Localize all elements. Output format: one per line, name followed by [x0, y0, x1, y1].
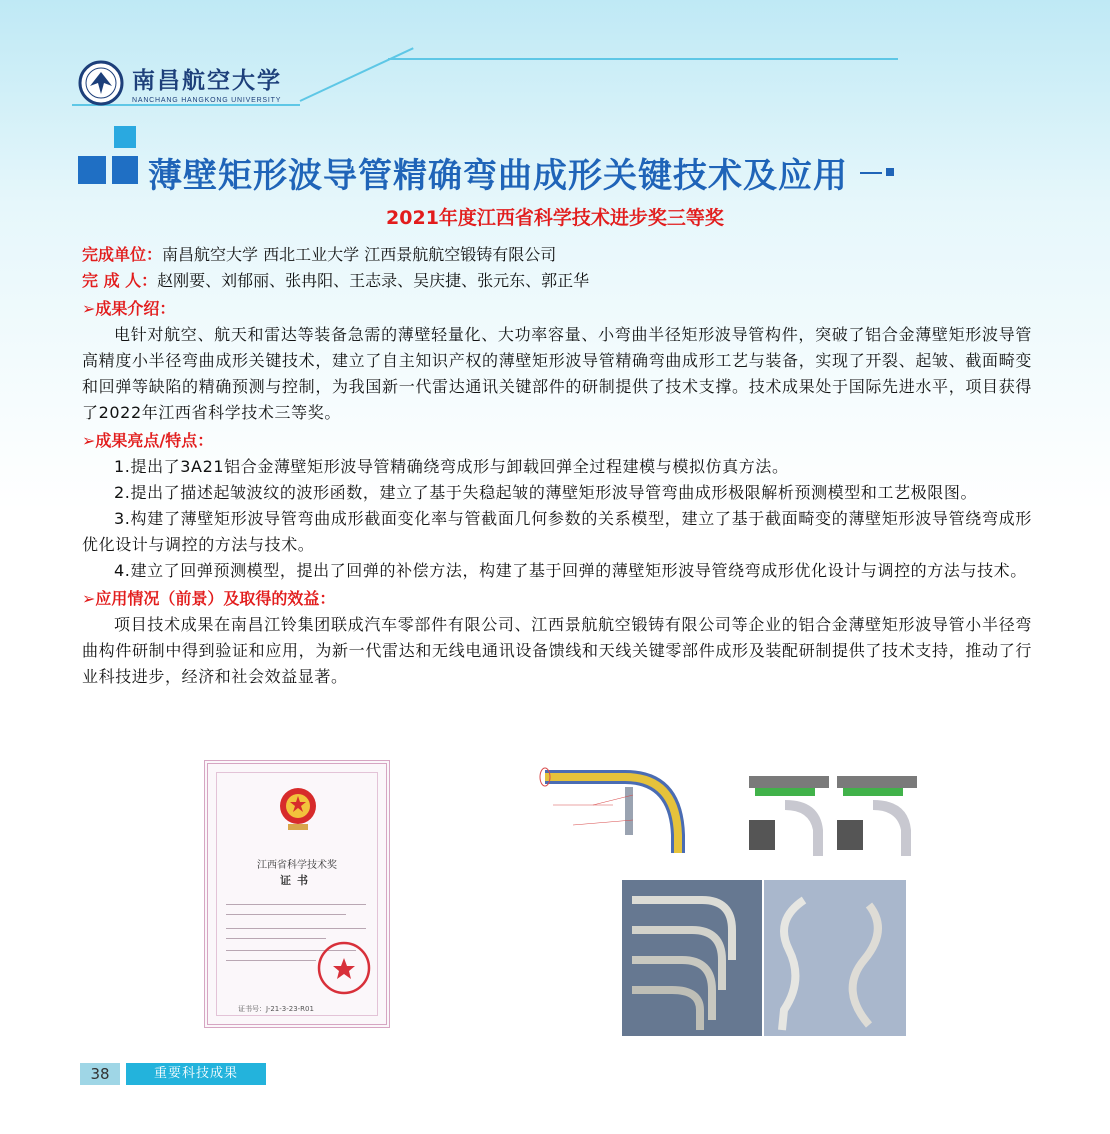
- certificate-text-line: [226, 960, 316, 961]
- highlight-item: 3.构建了薄壁矩形波导管弯曲成形截面变化率与管截面几何参数的关系模型，建立了基于截面畸变的薄壁矩形波导管绕弯成形优化设计与调控的方法与技术。: [82, 509, 1032, 554]
- highlight-item: 1.提出了3A21铝合金薄壁矩形波导管精确绕弯成形与卸载回弹全过程建模与模拟仿真方法。: [114, 457, 789, 476]
- certificate-title: 江西省科学技术奖: [257, 860, 337, 871]
- title-square-decoration: [112, 156, 138, 184]
- certificate-text-line: [226, 914, 346, 915]
- title-trailing-dot: [886, 168, 894, 176]
- university-logo: [78, 60, 282, 106]
- highlights-heading-text: 成果亮点/特点：: [95, 431, 214, 450]
- title-block: [78, 126, 1038, 196]
- logo-chinese-name: 南昌航空大学: [132, 67, 282, 94]
- certificate-subtitle: 证书: [280, 874, 314, 887]
- title-square-decoration: [78, 156, 106, 184]
- units-value: 南昌航空大学 西北工业大学 江西景航航空锻铸有限公司: [162, 245, 557, 264]
- frame-line-top: [388, 58, 898, 60]
- s-shaped-waveguide-photo: [764, 880, 906, 1036]
- units-label: 完成单位：: [82, 245, 163, 264]
- arrow-bullet-icon: ➢: [82, 431, 96, 450]
- arrow-bullet-icon: ➢: [82, 299, 96, 318]
- section-heading-highlights: [82, 428, 1032, 454]
- certificate-number: 证书号：J-21-3-23-R01: [238, 1005, 314, 1013]
- highlight-item: 4.建立了回弹预测模型，提出了回弹的补偿方法，构建了基于回弹的薄壁矩形波导管绕弯成形优化设计与调控的方法与技术。: [114, 561, 1027, 580]
- persons-value: 赵刚要、刘郁丽、张冉阳、王志录、吴庆捷、张元东、郭正华: [157, 271, 590, 290]
- arrow-bullet-icon: ➢: [82, 589, 96, 608]
- bending-process-sketch: [533, 765, 703, 855]
- official-seal-icon: [316, 940, 372, 996]
- intro-heading-text: 成果介绍：: [95, 299, 176, 318]
- certificate-text-line: [226, 904, 366, 905]
- certificate-text-line: [226, 938, 326, 939]
- main-content: [82, 242, 1032, 690]
- simulation-result-images: [745, 770, 931, 856]
- page-number: 38: [80, 1063, 120, 1085]
- title-square-decoration: [114, 126, 136, 148]
- award-subtitle: 2021年度江西省科学技术进步奖三等奖: [386, 207, 724, 229]
- persons-row: [82, 268, 1032, 294]
- application-paragraph: 项目技术成果在南昌江铃集团联成汽车零部件有限公司、江西景航航空锻铸有限公司等企业的铝合金薄壁矩形波导管小半径弯曲构件研制中得到验证和应用，为新一代雷达和无线电通讯设备馈线和天线关键零部件成形及装配研制提供了技术支持，推动了行业科技进步，经济和社会效益显著。: [82, 615, 1032, 686]
- frame-line-diagonal: [300, 47, 414, 102]
- application-heading-text: 应用情况（前景）及取得的效益：: [95, 589, 336, 608]
- title-trailing-line: [860, 172, 882, 174]
- award-certificate-image: [204, 760, 390, 1028]
- logo-english-name: NANCHANG HANGKONG UNIVERSITY: [132, 97, 282, 104]
- bent-waveguide-photo: [622, 880, 762, 1036]
- certificate-text-line: [226, 928, 366, 929]
- section-heading-application: [82, 586, 1032, 612]
- page-title: 薄壁矩形波导管精确弯曲成形关键技术及应用: [148, 156, 848, 196]
- highlight-item: 2.提出了描述起皱波纹的波形函数，建立了基于失稳起皱的薄壁矩形波导管弯曲成形极限解析预测模型和工艺极限图。: [114, 483, 978, 502]
- persons-label: 完 成 人：: [82, 271, 158, 290]
- national-emblem-icon: [276, 784, 320, 834]
- intro-paragraph: 电针对航空、航天和雷达等装备急需的薄壁轻量化、大功率容量、小弯曲半径矩形波导管构件，突破了铝合金薄壁矩形波导管高精度小半径弯曲成形关键技术，建立了自主知识产权的薄壁矩形波导管精确弯曲成形工艺与装备，实现了开裂、起皱、截面畸变和回弹等缺陷的精确预测与控制，为我国新一代雷达通讯关键部件的研制提供了技术支撑。技术成果处于国际先进水平，项目获得了2022年江西省科学技术三等奖。: [82, 325, 1032, 422]
- university-emblem-icon: [78, 60, 124, 106]
- units-row: [82, 242, 1032, 268]
- section-tag: 重要科技成果: [126, 1063, 266, 1085]
- section-heading-intro: [82, 296, 1032, 322]
